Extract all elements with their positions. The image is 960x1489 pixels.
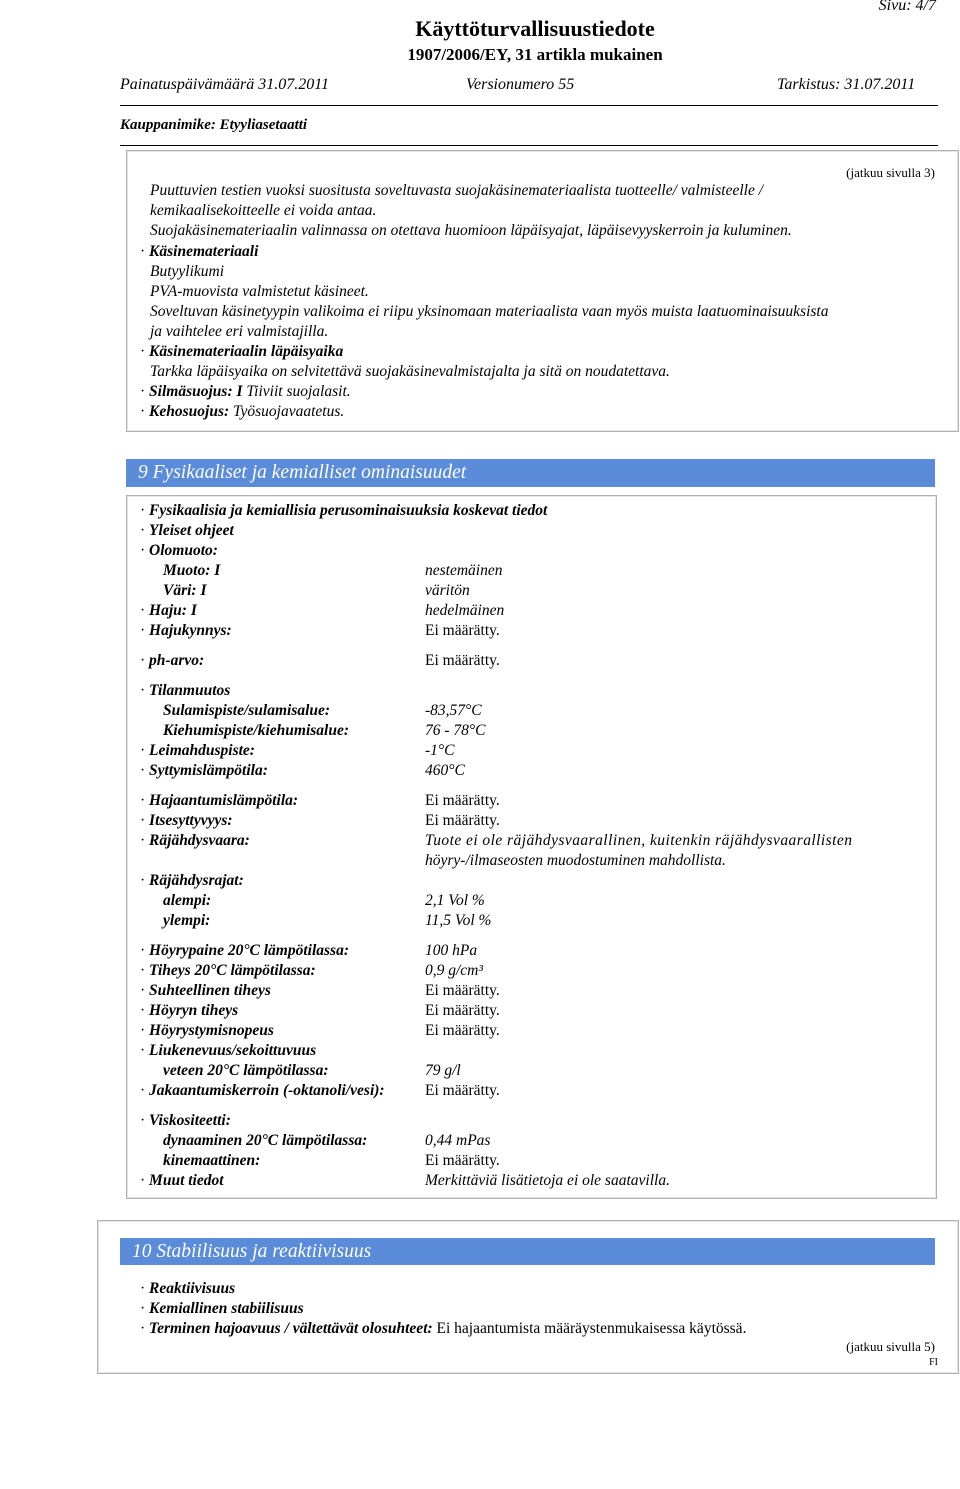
solubility-label: Liukenevuus/sekoittuvuus	[149, 1042, 317, 1059]
trade-name: Kauppanimike: Etyyliasetaatti	[120, 117, 308, 133]
water-solubility-value: 79 g/l	[425, 1062, 461, 1079]
flash-point-value: -1°C	[425, 742, 455, 759]
kinematic-viscosity-label: kinemaattinen:	[163, 1152, 261, 1169]
glove-note-line2: ja vaihtelee eri valmistajilla.	[150, 323, 329, 340]
odor-threshold-value: Ei määrätty.	[425, 622, 500, 639]
state-change-label: Tilanmuutos	[149, 682, 231, 699]
odor-value: hedelmäinen	[425, 602, 505, 619]
continued-on: (jatkuu sivulla 5)	[846, 1339, 935, 1354]
melting-label: Sulamispiste/sulamisalue:	[163, 702, 331, 719]
dynamic-viscosity-value: 0,44 mPas	[425, 1132, 491, 1149]
document-subtitle: 1907/2006/EY, 31 artikla mukainen	[407, 45, 663, 64]
vapor-pressure-value: 100 hPa	[425, 942, 478, 959]
page-number: Sivu: 4/7	[878, 0, 936, 14]
glove-material-1: Butyylikumi	[150, 263, 225, 280]
reactivity-label: Reaktiivisuus	[149, 1280, 236, 1297]
penetration-label: Käsinemateriaalin läpäisyaika	[149, 343, 344, 360]
eye-protection-value: Tiiviit suojalasit.	[246, 383, 351, 400]
explosion-label: Räjähdysvaara:	[149, 832, 250, 849]
dynamic-viscosity-label: dynaaminen 20°C lämpötilassa:	[163, 1132, 368, 1149]
vapor-density-label: Höyryn tiheys	[149, 1002, 239, 1019]
color-value: väritön	[425, 582, 470, 599]
form-value: nestemäinen	[425, 562, 503, 579]
version-number: Versionumero 55	[466, 76, 575, 93]
odor-threshold-label: Hajukynnys:	[149, 622, 232, 639]
other-info-value: Merkittäviä lisätietoja ei ole saatavilla.	[425, 1172, 670, 1189]
color-label: Väri: I	[163, 582, 207, 599]
water-solubility-label: veteen 20°C lämpötilassa:	[163, 1062, 329, 1079]
partition-value: Ei määrätty.	[425, 1082, 500, 1099]
header-divider	[120, 105, 938, 106]
continued-from: (jatkuu sivulla 3)	[846, 165, 935, 180]
evaporation-value: Ei määrätty.	[425, 1022, 500, 1039]
thermal-decomp-value: Ei hajaantumista määräystenmukaisessa käytössä.	[436, 1320, 747, 1337]
flash-point-label: Leimahduspiste:	[149, 742, 255, 759]
odor-label: Haju: I	[149, 602, 197, 619]
upper-limit-label: ylempi:	[163, 912, 211, 929]
self-ignition-value: Ei määrätty.	[425, 812, 500, 829]
ph-value: Ei määrätty.	[425, 652, 500, 669]
ph-label: ph-arvo:	[149, 652, 205, 669]
relative-density-label: Suhteellinen tiheys	[149, 982, 271, 999]
explosion-value-line2: höyry-/ilmaseosten muodostuminen mahdollista.	[425, 852, 726, 869]
intro-line1: Puuttuvien testien vuoksi suositusta soveltuvasta suojakäsinemateriaalista tuotteelle/ valmisteelle /	[150, 182, 764, 199]
viscosity-label: Viskositeetti:	[149, 1112, 231, 1129]
vapor-density-value: Ei määrätty.	[425, 1002, 500, 1019]
lower-limit-value: 2,1 Vol %	[425, 892, 485, 909]
glove-material-2: PVA-muovista valmistetut käsineet.	[150, 283, 369, 300]
boiling-label: Kiehumispiste/kiehumisalue:	[163, 722, 350, 739]
section9-title: 9 Fysikaaliset ja kemialliset ominaisuudet	[126, 459, 935, 487]
kinematic-viscosity-value: Ei määrätty.	[425, 1152, 500, 1169]
trade-divider	[120, 145, 938, 146]
stability-label: Kemiallinen stabiilisuus	[149, 1300, 304, 1317]
language-code: FI	[929, 1357, 938, 1368]
relative-density-value: Ei määrätty.	[425, 982, 500, 999]
basic-info-label: Fysikaalisia ja kemiallisia perusominaisuuksia koskevat tiedot	[149, 502, 548, 519]
decomposition-value: Ei määrätty.	[425, 792, 500, 809]
density-value: 0,9 g/cm³	[425, 962, 484, 979]
form-label: Muoto: I	[163, 562, 221, 579]
other-info-label: Muut tiedot	[149, 1172, 224, 1189]
body-protection-label: Kehosuojus:	[149, 403, 230, 420]
section10-title: 10 Stabiilisuus ja reaktiivisuus	[120, 1238, 935, 1265]
appearance-label: Olomuoto:	[149, 542, 218, 559]
explosion-limits-label: Räjähdysrajat:	[149, 872, 244, 889]
eye-protection-label: Silmäsuojus: I	[149, 383, 243, 400]
partition-label: Jakaantumiskerroin (-oktanoli/vesi):	[149, 1082, 385, 1099]
evaporation-label: Höyrystymisnopeus	[149, 1022, 274, 1039]
ignition-label: Syttymislämpötila:	[149, 762, 268, 779]
vapor-pressure-label: Höyrypaine 20°C lämpötilassa:	[149, 942, 349, 959]
penetration-text: Tarkka läpäisyaika on selvitettävä suojakäsinevalmistajalta ja sitä on noudatettava.	[150, 363, 670, 380]
print-date: Painatuspäivämäärä 31.07.2011	[120, 76, 330, 93]
revision-date: Tarkistus: 31.07.2011	[777, 76, 916, 93]
lower-limit-label: alempi:	[163, 892, 212, 909]
general-label: Yleiset ohjeet	[149, 522, 234, 539]
upper-limit-value: 11,5 Vol %	[425, 912, 492, 929]
document-title: Käyttöturvallisuustiedote	[415, 16, 655, 41]
ignition-value: 460°C	[425, 762, 465, 779]
selection-note: Suojakäsinemateriaalin valinnassa on otettava huomioon läpäisyajat, läpäisevyyskerroin ja kuluminen.	[150, 222, 792, 239]
decomposition-label: Hajaantumislämpötila:	[149, 792, 299, 809]
intro-line2: kemikaalisekoitteelle ei voida antaa.	[150, 202, 377, 219]
thermal-decomp-label: Terminen hajoavuus / vältettävät olosuhteet:	[149, 1320, 433, 1337]
explosion-value-line1: Tuote ei ole räjähdysvaarallinen, kuitenkin räjähdysvaarallisten	[425, 832, 853, 849]
density-label: Tiheys 20°C lämpötilassa:	[149, 962, 316, 979]
self-ignition-label: Itsesyttyvyys:	[149, 812, 233, 829]
body-protection-value: Työsuojavaatetus.	[233, 403, 345, 420]
melting-value: -83,57°C	[425, 702, 482, 719]
glove-note-line1: Soveltuvan käsinetyypin valikoima ei riipu yksinomaan materiaalista vaan myös muista laatuominaisuuksista	[150, 303, 829, 320]
glove-material-label: Käsinemateriaali	[149, 243, 259, 260]
boiling-value: 76 - 78°C	[425, 722, 486, 739]
